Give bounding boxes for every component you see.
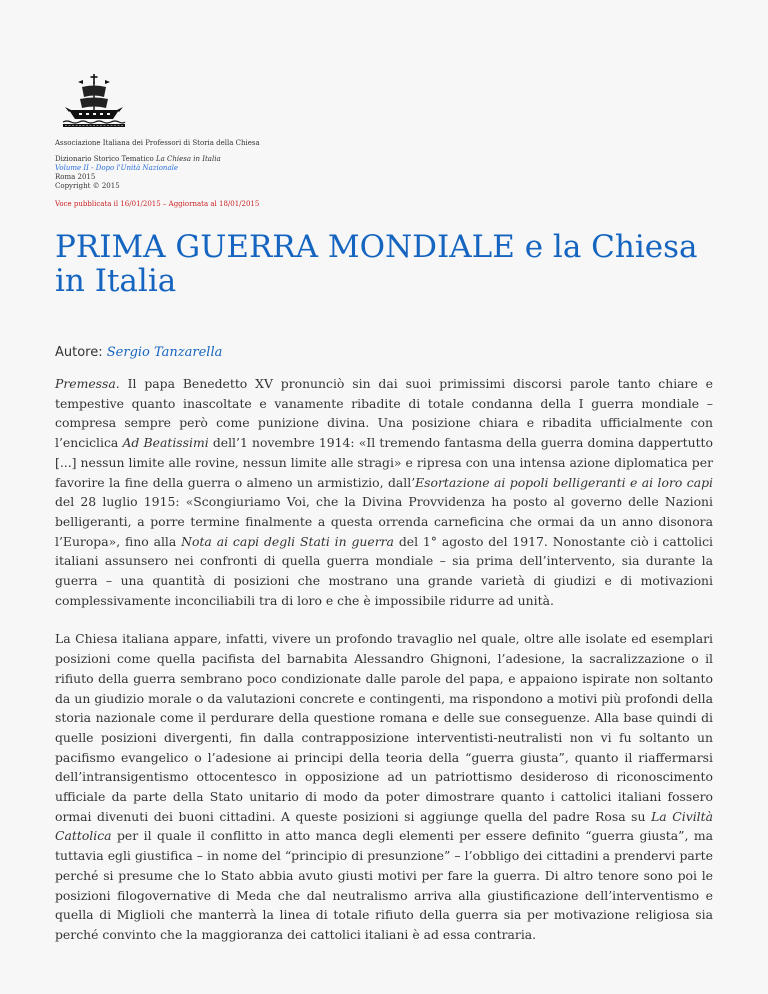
- premessa-lead: Premessa: [55, 376, 116, 391]
- article-body: [55, 374, 713, 964]
- publication-note: Voce pubblicata il 16/01/2015 – Aggiornata al 18/01/2015: [55, 200, 260, 208]
- paragraph-chiesa-italiana: [55, 629, 713, 944]
- author-label: Autore:: [55, 345, 107, 360]
- header-meta: [55, 139, 715, 209]
- volume-link[interactable]: Volume II - Dopo l'Unità Nazionale: [55, 164, 178, 172]
- exhortation-title: Esortazione ai popoli belligeranti e ai loro capi: [415, 474, 713, 490]
- copyright-line: Copyright © 2015: [55, 182, 120, 190]
- paragraph-text: . Il papa Benedetto XV pronunciò sin dai suoi primissimi discorsi parole tanto chiare e tempestive quanto inascoltate e vanamente ribadite di totale condanna della I guerra mondiale – compresa sempre però come punizione divina. Una posizione chiara e ribadita ufficialmente con l’enciclica: [55, 376, 713, 451]
- dictionary-prefix: Dizionario Storico Tematico: [55, 155, 156, 163]
- place-year: Roma 2015: [55, 173, 96, 181]
- paragraph-text: dell’1 novembre 1914: «Il tremendo fantasma della guerra domina dappertutto [...] nessun limite alle rovine, nessun limite alle stragi» e ripresa con una intensa azione diplomatica per favorire la fine della guerra o almeno un armistizio, dall’: [55, 435, 713, 490]
- paragraph-text: del 1° agosto del 1917. Nonostante ciò i cattolici italiani assunsero nei confronti di quella guerra mondiale – sia prima dell’intervento, sia durante la guerra – una quantità di posizioni che mostrano una grande varietà di giudizi e di motivazioni complessivamente inconciliabili tra di loro e che è impossibile ridurre ad unità.: [55, 533, 713, 608]
- paragraph-premessa: [55, 374, 713, 610]
- journal-title: La Civiltà Cattolica: [55, 808, 713, 844]
- ship-logo-icon: [61, 72, 127, 130]
- author-line: [55, 345, 222, 360]
- paragraph-text: per il quale il conflitto in atto manca degli elementi per essere definito “guerra giusta”, ma tuttavia egli giustifica – in nome del “principio di presunzione” – l’obbligo dei cittadini a prendervi parte perché si presume che lo Stato abbia avuto giusti motivi per fare la guerra. Di altro tenore sono poi le posizioni filogovernative di Meda che dal neutralismo arriva alla giustificazione dell’interventismo e quella di Miglioli che manterrà la linea di totale rifiuto della guerra sia per motivazione religiosa sia perché convinto che la maggioranza dei cattolici italiani è ad essa contraria.: [55, 828, 713, 942]
- encyclical-title: Ad Beatissimi: [122, 435, 209, 451]
- article-title: PRIMA GUERRA MONDIALE e la Chiesa in Italia: [55, 229, 698, 299]
- dictionary-line: [55, 155, 715, 164]
- paragraph-text: del 28 luglio 1915: «Scongiuriamo Voi, che la Divina Provvidenza ha posto al governo delle Nazioni belligeranti, a porre termine finalmente a questa orrenda carneficina che ormai da un anno disonora l’Europa», fino alla: [55, 494, 713, 549]
- association-name: Associazione Italiana dei Professori di Storia della Chiesa: [55, 139, 260, 147]
- paragraph-text: La Chiesa italiana appare, infatti, vivere un profondo travaglio nel quale, oltre alle isolate ed esemplari posizioni come quella pacifista del barnabita Alessandro Ghignoni, l’adesione, la sacralizzazione o il rifiuto della guerra sembrano poco condizionate dalle parole del papa, e appaiono ispirate non soltanto da un giudizio morale o da valutazioni concrete e contingenti, ma rispondono a motivi più profondi della storia nazionale come il perdurare della questione romana e delle sue conseguenze. Alla base quindi di quelle posizioni divergenti, fin dalla contrapposizione interventisti-neutralisti non vi fu soltanto un pacifismo evangelico o l’adesione ai principi della teoria della “guerra giusta”, quanto il riaffermarsi dell’intransigentismo ottocentesco in opposizione ad un patriottismo desideroso di riconoscimento ufficiale da parte della Stato unitario di modo da poter dimostrare quanto i cattolici italiani fossero ormai divenuti dei buoni cittadini. A queste posizioni si aggiunge quella del padre Rosa su: [55, 631, 713, 824]
- note-title: Nota ai capi degli Stati in guerra: [181, 533, 394, 549]
- author-name-link[interactable]: Sergio Tanzarella: [106, 345, 223, 360]
- dictionary-title: La Chiesa in Italia: [155, 155, 221, 163]
